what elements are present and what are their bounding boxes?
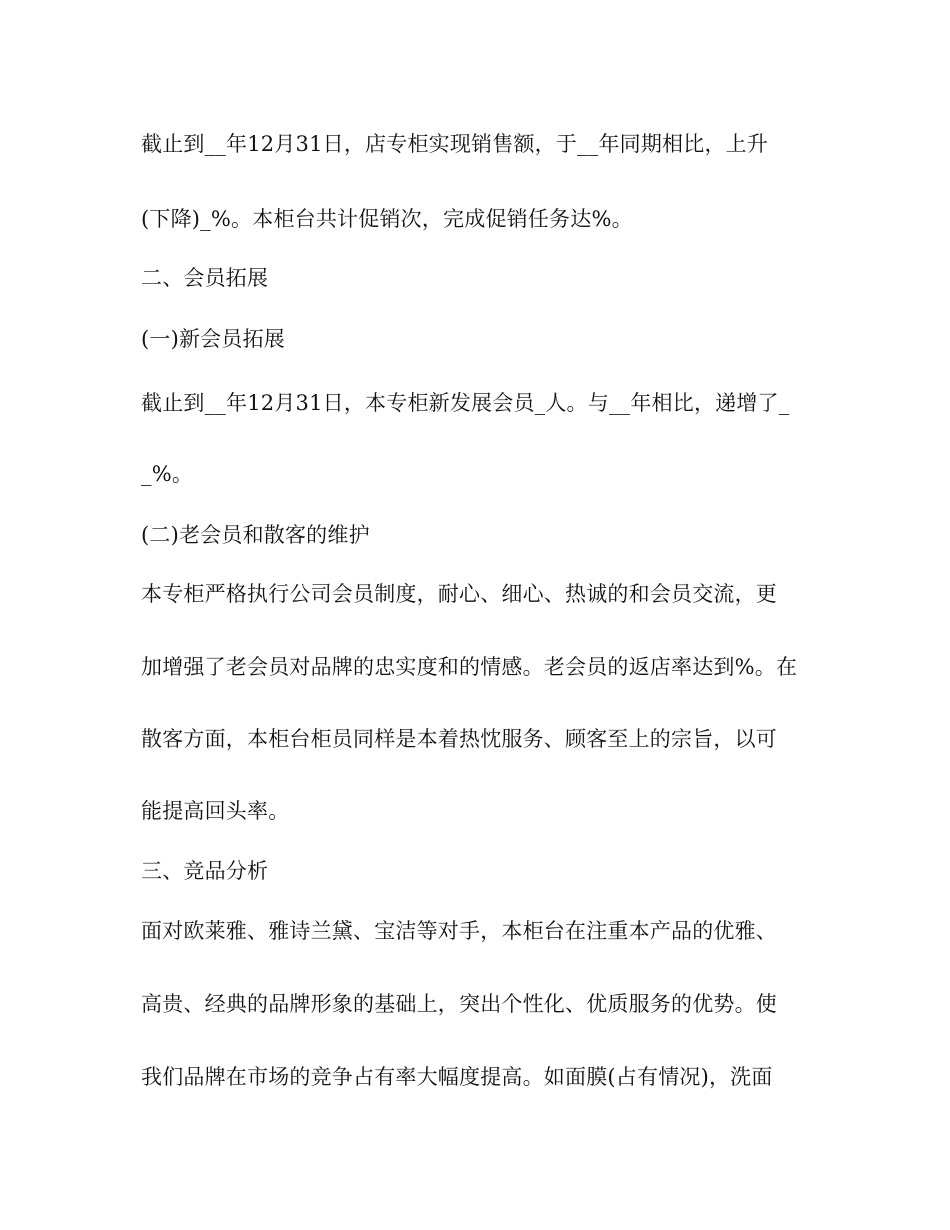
paragraph-line: 高贵、经典的品牌形象的基础上，突出个性化、优质服务的优势。使 xyxy=(141,992,777,1016)
paragraph-line: 截止到__年12月31日，店专柜实现销售额，于__年同期相比，上升 xyxy=(141,132,769,156)
section-heading: 二、会员拓展 xyxy=(141,266,269,290)
paragraph-line: 截止到__年12月31日，本专柜新发展会员_人。与__年相比，递增了_ xyxy=(141,391,790,415)
section-heading: 三、竞品分析 xyxy=(141,859,269,883)
paragraph-line: _%。 xyxy=(141,462,194,486)
paragraph-line: 能提高回头率。 xyxy=(141,799,290,823)
paragraph-line: 我们品牌在市场的竞争占有率大幅度提高。如面膜(占有情况)，洗面 xyxy=(141,1065,773,1089)
paragraph-line: 散客方面，本柜台柜员同样是本着热忱服务、顾客至上的宗旨，以可 xyxy=(141,727,777,751)
subsection-heading: (一)新会员拓展 xyxy=(141,327,285,351)
paragraph-line: (下降)_%。本柜台共计促销次，完成促销任务达%。 xyxy=(141,207,633,231)
paragraph-line: 加增强了老会员对品牌的忠实度和的情感。老会员的返店率达到%。在 xyxy=(141,655,798,679)
subsection-heading: (二)老会员和散客的维护 xyxy=(141,523,370,547)
paragraph-line: 本专柜严格执行公司会员制度，耐心、细心、热诚的和会员交流，更 xyxy=(141,582,777,606)
paragraph-line: 面对欧莱雅、雅诗兰黛、宝洁等对手，本柜台在注重本产品的优雅、 xyxy=(141,919,777,943)
